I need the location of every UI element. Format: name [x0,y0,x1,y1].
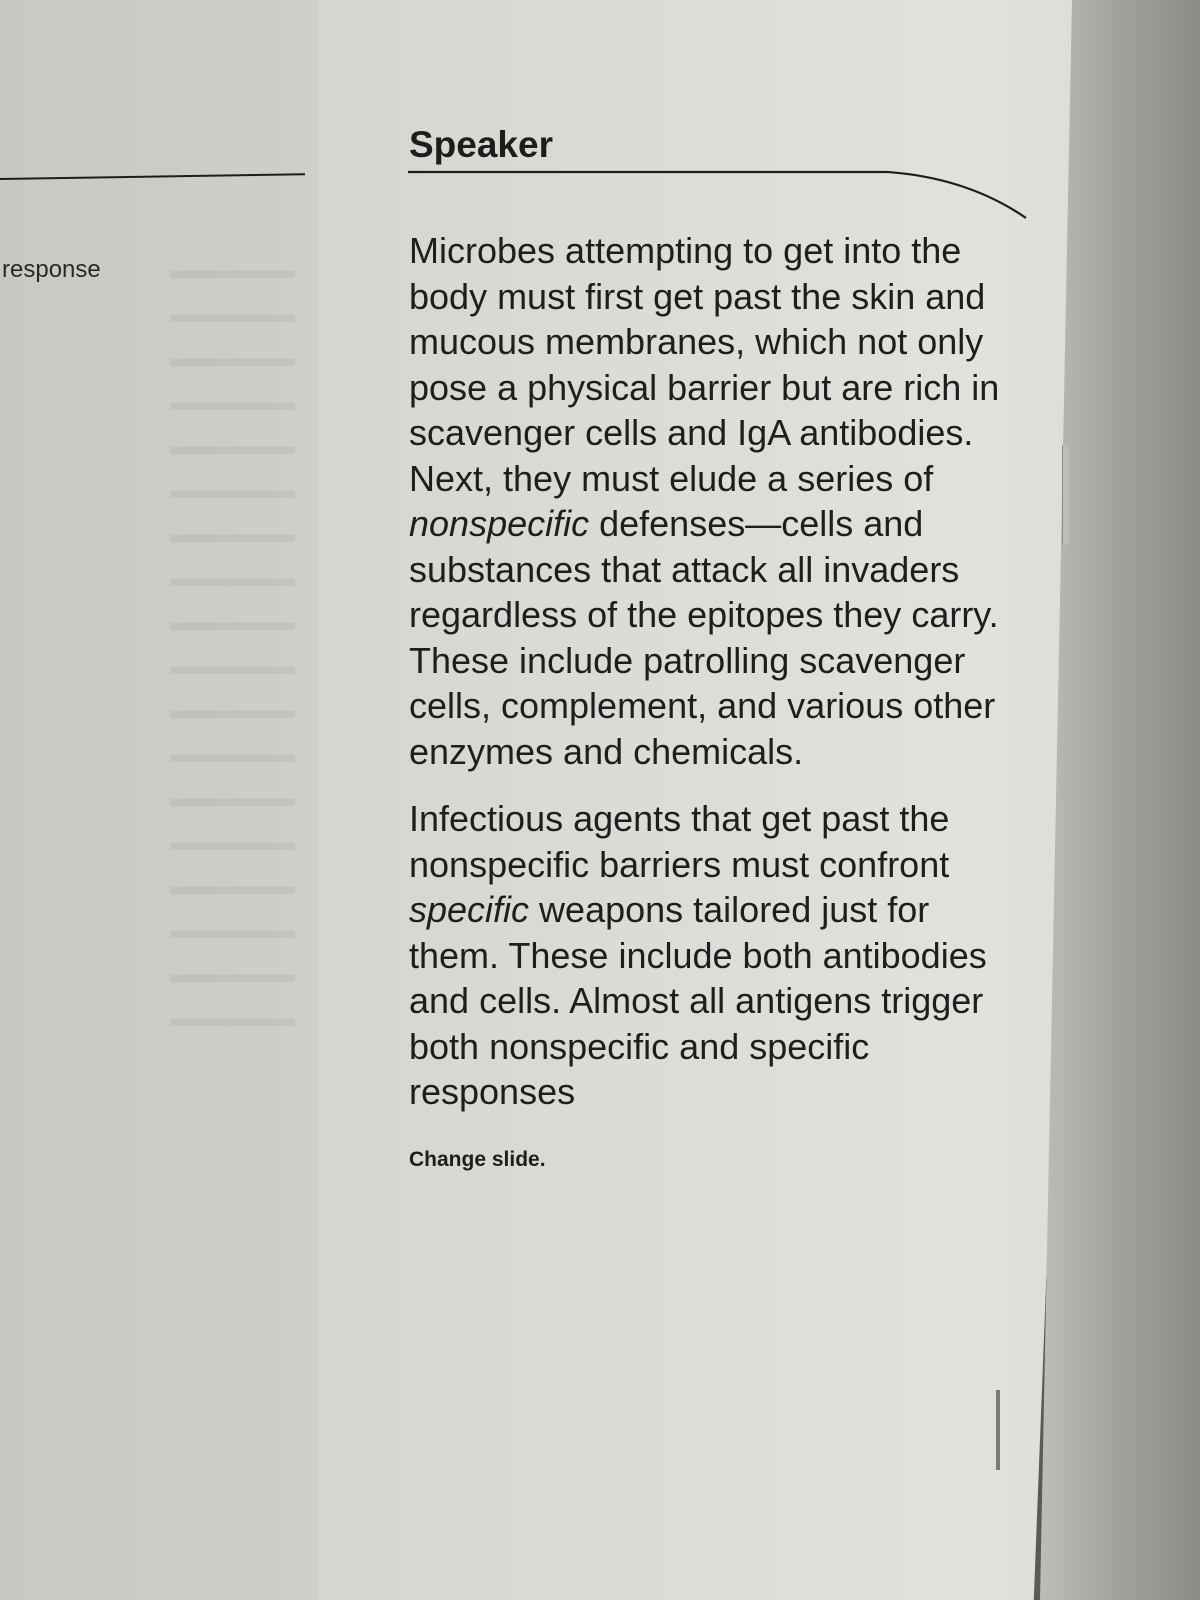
page-clip [1062,445,1069,545]
left-page-text-snippet: response [2,256,101,283]
heading-rule [408,170,1028,220]
left-page-rule [0,173,305,180]
paragraph-2-emphasis: specific [409,889,530,930]
speaker-notes [409,228,1019,1182]
binding-shadow [996,1390,1000,1470]
notes-paragraph-1 [409,228,1019,774]
slide-cue: Change slide. [409,1147,546,1171]
paragraph-2-text-b: weapons tailored just for them. These include both antibodies and cells. Almost all antigens trigger both nonspecific and specific responses [409,889,987,1112]
bleed-through-text: ▬▬▬▬▬ ▬▬▬▬▬ ▬▬▬▬▬ ▬▬▬▬▬ ▬▬▬▬▬ ▬▬▬▬▬ ▬▬▬▬▬ ▬▬▬▬▬ ▬▬▬▬▬ ▬▬▬▬▬ ▬▬▬▬▬ ▬▬▬▬▬ ▬▬▬▬▬ ▬▬▬▬▬ ▬▬▬▬▬ ▬▬▬▬▬ ▬▬▬▬▬ ▬▬▬▬▬ [170,256,295,1032]
paragraph-1-emphasis: nonspecific [409,503,590,544]
section-heading: Speaker [409,124,553,165]
paragraph-1-text-a: Microbes attempting to get into the body must first get past the skin and mucous membranes, which not only pose a physical barrier but are rich in scavenger cells and IgA antibodies. Next, they must elude a series of [409,230,1000,499]
paragraph-2-text-a: Infectious agents that get past the nonspecific barriers must confront [409,798,950,885]
notes-paragraph-2 [409,796,1019,1115]
paragraph-1-text-b: defenses—cells and substances that attack all invaders regardless of the epitopes they carry. These include patrolling scavenger cells, complement, and various other enzymes and chemicals. [409,503,999,772]
